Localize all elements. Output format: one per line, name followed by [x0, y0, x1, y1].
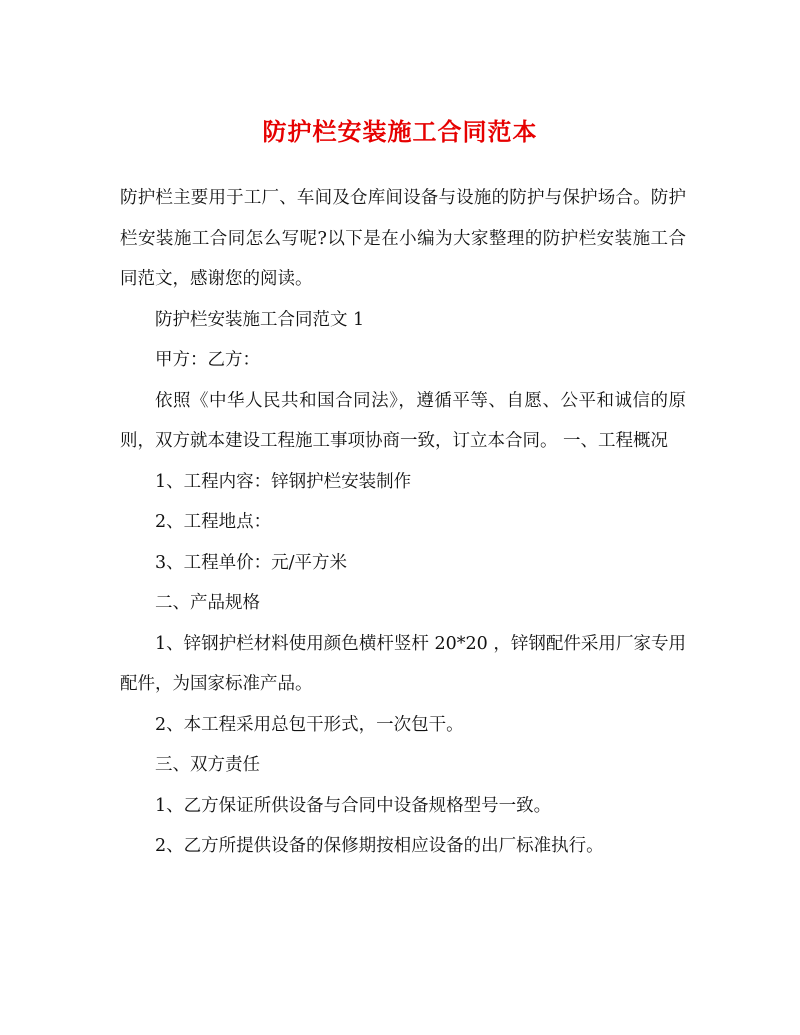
responsibility-item-2: 2、乙方所提供设备的保修期按相应设备的出厂标准执行。	[155, 836, 604, 856]
project-content-item: 1、工程内容：锌钢护栏安装制作	[155, 471, 412, 492]
responsibility-item-1: 1、乙方保证所供设备与合同中设备规格型号一致。	[155, 795, 552, 816]
document-title: 防护栏安装施工合同范本	[262, 117, 538, 146]
project-unit-price-item: 3、工程单价：元/平方米	[155, 552, 348, 573]
product-spec-item-2: 2、本工程采用总包干形式，一次包干。	[155, 714, 464, 735]
product-spec-item-1: 1、锌钢护栏材料使用颜色横杆竖杆 20*20 ，锌钢配件采用厂家专用配件，为国家标准产品。	[120, 633, 686, 694]
product-spec-heading: 二、产品规格	[155, 593, 260, 613]
responsibilities-heading: 三、双方责任	[155, 755, 260, 775]
project-location-item: 2、工程地点：	[155, 512, 272, 532]
intro-paragraph: 防护栏主要用于工厂、车间及仓库间设备与设施的防护与保护场合。防护栏安装施工合同怎么写呢?以下是在小编为大家整理的防护栏安装施工合同范文，感谢您的阅读。	[120, 188, 686, 289]
document-body	[120, 178, 686, 867]
parties-line: 甲方：乙方：	[155, 350, 260, 370]
basis-paragraph: 依照《中华人民共和国合同法》，遵循平等、自愿、公平和诚信的原则，双方就本建设工程施工事项协商一致，订立本合同。 一、工程概况	[120, 390, 686, 451]
section-heading-sample-1: 防护栏安装施工合同范文 1	[155, 309, 365, 330]
